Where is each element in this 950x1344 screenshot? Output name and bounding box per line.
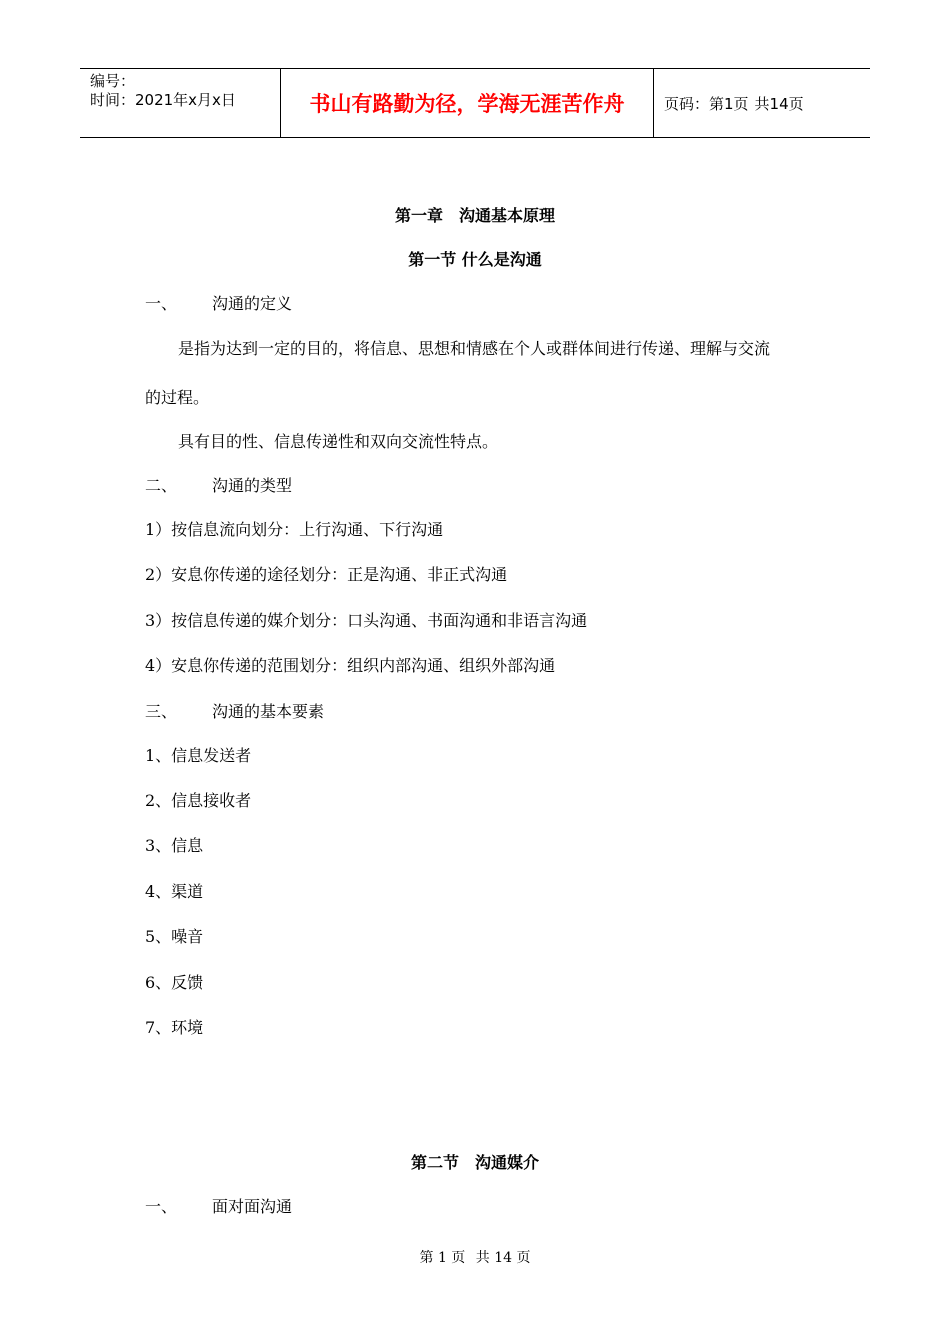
page-header: [80, 68, 870, 138]
header-page-total: 共14页: [754, 94, 804, 113]
heading-text: 沟通的类型: [212, 476, 293, 495]
footer-page-total: 共 14 页: [475, 1250, 531, 1266]
heading-number: 一、: [145, 294, 178, 313]
list-item: 1）按信息流向划分：上行沟通、下行沟通: [145, 520, 444, 539]
section-title: 第二节 沟通媒介: [410, 1153, 539, 1172]
heading-definition: [145, 294, 292, 314]
document-number-label: 编号：: [90, 72, 136, 90]
paragraph-line: 是指为达到一定的目的，将信息、思想和情感在个人或群体间进行传递、理解与交流: [178, 339, 771, 358]
list-item: 2、信息接收者: [145, 791, 252, 810]
footer-page-number: 第 1 页: [419, 1250, 466, 1266]
heading-text: 沟通的定义: [212, 294, 293, 313]
heading-face-to-face: [145, 1197, 292, 1217]
paragraph-line: 的过程。: [145, 388, 210, 407]
section-title: 第一节 什么是沟通: [408, 250, 542, 269]
heading-number: 三、: [145, 702, 178, 721]
page-footer: [0, 1247, 950, 1267]
list-item: 2）安息你传递的途径划分：正是沟通、非正式沟通: [145, 565, 508, 584]
heading-number: 二、: [145, 476, 178, 495]
chapter-title: 第一章 沟通基本原理: [394, 206, 555, 225]
heading-number: 一、: [145, 1197, 178, 1216]
list-item: 3）按信息传递的媒介划分：口头沟通、书面沟通和非语言沟通: [145, 611, 588, 630]
header-page-info: [654, 69, 870, 137]
list-item: 5、噪音: [145, 927, 204, 946]
header-page-number: 页码：第1页: [664, 94, 749, 113]
heading-text: 沟通的基本要素: [212, 702, 325, 721]
list-item: 3、信息: [145, 836, 204, 855]
document-time-label: 时间：2021年x月x日: [90, 91, 236, 109]
heading-elements: [145, 702, 324, 722]
list-item: 7、环境: [145, 1018, 204, 1037]
list-item: 6、反馈: [145, 973, 204, 992]
list-item: 4）安息你传递的范围划分：组织内部沟通、组织外部沟通: [145, 656, 556, 675]
heading-text: 面对面沟通: [212, 1197, 293, 1216]
header-motto: 书山有路勤为径，学海无涯苦作舟: [281, 69, 654, 137]
list-item: 1、信息发送者: [145, 746, 252, 765]
list-item: 4、渠道: [145, 882, 204, 901]
heading-types: [145, 476, 292, 496]
header-left-cell: [80, 69, 281, 137]
paragraph-line: 具有目的性、信息传递性和双向交流性特点。: [178, 432, 499, 451]
